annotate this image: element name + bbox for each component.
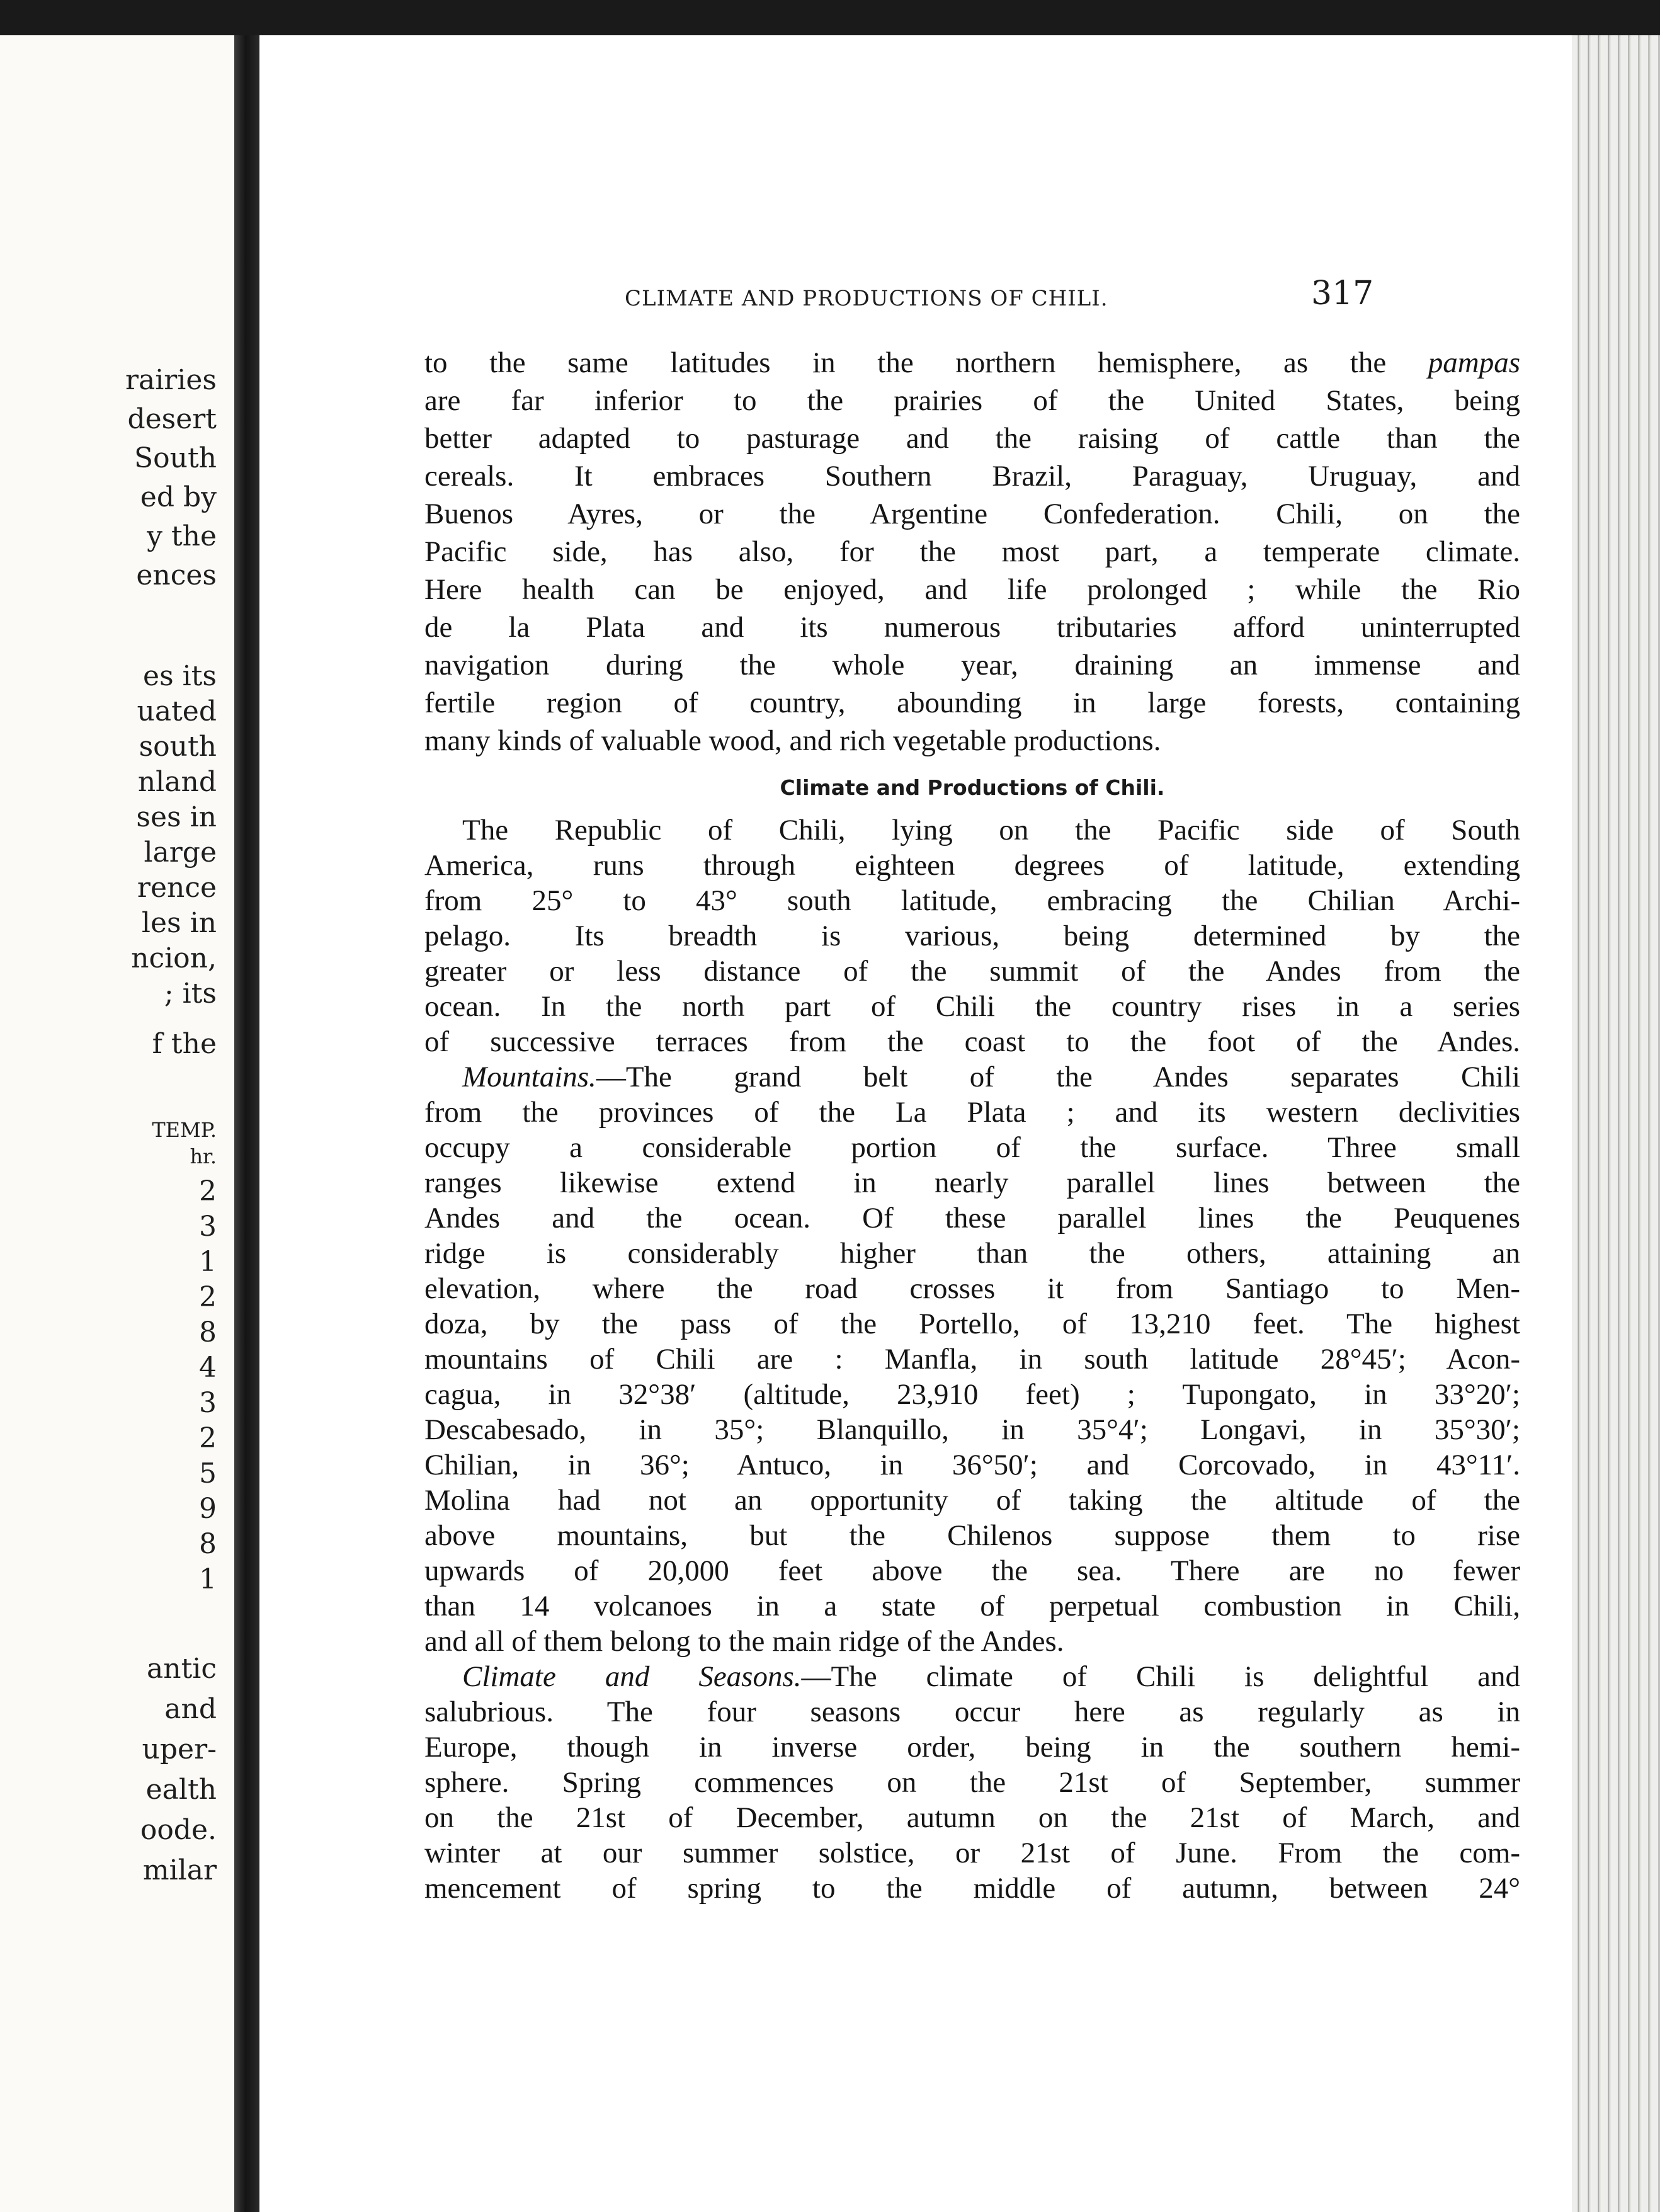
italic-term: pampas: [1428, 346, 1521, 379]
text-line: Andes and the ocean. Of these parallel lines the Peuquenes: [424, 1202, 1520, 1234]
text-line: Molina had not an opportunity of taking the altitude of the: [424, 1484, 1520, 1517]
text-line: Europe, though in inverse order, being in the southern hemi-: [424, 1731, 1520, 1764]
text-line: mountains of Chili are : Manfla, in south latitude 28°45′; Acon-: [424, 1343, 1520, 1376]
left-table-value: 1: [199, 1563, 217, 1595]
text-line: [424, 344, 1520, 382]
left-line-fragment: ses in: [136, 801, 217, 833]
right-page: [259, 35, 1572, 2212]
text-line: than 14 volcanoes in a state of perpetual combustion in Chili,: [424, 1590, 1520, 1622]
text-line: doza, by the pass of the Portello, of 13,210 feet. The highest: [424, 1308, 1520, 1340]
left-page-fragment: [0, 35, 234, 2212]
text-line: elevation, where the road crosses it from Santiago to Men-: [424, 1272, 1520, 1305]
running-head: [423, 275, 1519, 325]
text-line: occupy a considerable portion of the surface. Three small: [424, 1131, 1520, 1164]
text-line: cereals. It embraces Southern Brazil, Paraguay, Uruguay, and: [424, 460, 1520, 493]
left-line-fragment: ; its: [164, 978, 217, 1010]
climate-paragraph: [424, 1659, 1520, 1906]
left-table-value: 8: [199, 1528, 217, 1560]
page-number: 317: [1311, 275, 1374, 312]
left-line-fragment: es its: [143, 660, 217, 692]
text-line: cagua, in 32°38′ (altitude, 23,910 feet) ; Tupongato, in 33°20′;: [424, 1378, 1520, 1411]
text-line: from 25° to 43° south latitude, embracing the Chilian Archi-: [424, 884, 1520, 917]
left-line-fragment: rence: [137, 872, 217, 904]
text-line: The Republic of Chili, lying on the Pacific side of South: [462, 814, 1520, 847]
left-line-fragment: desert: [127, 403, 217, 435]
left-line-fragment: and: [164, 1693, 217, 1725]
text-line: on the 21st of December, autumn on the 21st of March, and: [424, 1801, 1520, 1834]
left-table-value: 9: [199, 1493, 217, 1525]
left-line-fragment: uated: [137, 695, 217, 727]
text-line: ridge is considerably higher than the others, attaining an: [424, 1237, 1520, 1270]
text-line: from the provinces of the La Plata ; and its western declivities: [424, 1096, 1520, 1129]
left-table-header: TEMP.: [152, 1118, 217, 1142]
page-body: [424, 344, 1520, 1906]
book-gutter: [234, 35, 259, 2212]
text-line: [424, 1059, 1520, 1095]
text-line: Here health can be enjoyed, and life prolonged ; while the Rio: [424, 573, 1520, 606]
left-line-fragment: large: [144, 836, 217, 869]
text-line: de la Plata and its numerous tributaries afford uninterrupted: [424, 611, 1520, 644]
left-table-value: 3: [199, 1211, 217, 1243]
left-table-header: hr.: [190, 1144, 217, 1168]
paragraph-label: Mountains.: [462, 1061, 596, 1093]
left-line-fragment: oode.: [140, 1814, 217, 1846]
text-line: Chilian, in 36°; Antuco, in 36°50′; and Corcovado, in 43°11′.: [424, 1449, 1520, 1481]
mountains-paragraph: [424, 1059, 1520, 1659]
text-line: winter at our summer solstice, or 21st of June. From the com-: [424, 1837, 1520, 1869]
text-line: pelago. Its breadth is various, being determined by the: [424, 920, 1520, 952]
paragraph-label: Climate and Seasons.: [462, 1660, 802, 1693]
text-line: ranges likewise extend in nearly parallel lines between the: [424, 1166, 1520, 1199]
left-table-value: 2: [199, 1281, 217, 1313]
text-line: better adapted to pasturage and the raising of cattle than the: [424, 422, 1520, 455]
text-line: upwards of 20,000 feet above the sea. There are no fewer: [424, 1554, 1520, 1587]
text-run: —The grand belt of the Andes separates Chili: [596, 1061, 1520, 1093]
left-table-value: 4: [199, 1352, 217, 1384]
left-line-fragment: milar: [142, 1854, 217, 1886]
left-table-value: 8: [199, 1316, 217, 1348]
text-line: fertile region of country, abounding in large forests, containing: [424, 687, 1520, 719]
left-line-fragment: ealth: [145, 1774, 217, 1806]
left-line-fragment: ncion,: [131, 942, 217, 974]
text-line: [424, 1659, 1520, 1694]
left-line-fragment: South: [134, 442, 217, 474]
section-heading: Climate and Productions of Chili.: [780, 775, 1165, 800]
chili-paragraph: [424, 812, 1520, 1059]
running-head-title: CLIMATE AND PRODUCTIONS OF CHILI.: [625, 286, 1108, 311]
text-line: sphere. Spring commences on the 21st of September, summer: [424, 1766, 1520, 1799]
page-edges: [1572, 35, 1660, 2212]
text-line: ocean. In the north part of Chili the country rises in a series: [424, 990, 1520, 1023]
left-line-fragment: ed by: [140, 481, 217, 513]
text-line: America, runs through eighteen degrees of latitude, extending: [424, 849, 1520, 882]
text-line: navigation during the whole year, draining an immense and: [424, 649, 1520, 681]
text-line: and all of them belong to the main ridge of the Andes.: [424, 1625, 1064, 1658]
left-line-fragment: y the: [147, 520, 217, 552]
text-line: of successive terraces from the coast to the foot of the Andes.: [424, 1025, 1520, 1058]
text-run: —The climate of Chili is delightful and: [801, 1660, 1520, 1693]
left-table-value: 2: [199, 1422, 217, 1454]
left-table-value: 5: [199, 1457, 217, 1490]
text-line: greater or less distance of the summit of the Andes from the: [424, 955, 1520, 988]
text-line: Buenos Ayres, or the Argentine Confederation. Chili, on the: [424, 498, 1520, 530]
text-run: to the same latitudes in the northern hemisphere, as the: [424, 346, 1387, 379]
opening-paragraph: [424, 344, 1520, 760]
text-line: many kinds of valuable wood, and rich vegetable productions.: [424, 724, 1161, 757]
left-line-fragment: rairies: [125, 364, 217, 396]
text-line: are far inferior to the prairies of the United States, being: [424, 384, 1520, 417]
left-table-value: 3: [199, 1387, 217, 1419]
text-line: salubrious. The four seasons occur here as regularly as in: [424, 1696, 1520, 1728]
left-line-fragment: ences: [136, 559, 217, 591]
left-line-fragment: uper-: [142, 1733, 217, 1765]
text-line: Descabesado, in 35°; Blanquillo, in 35°4′; Longavi, in 35°30′;: [424, 1413, 1520, 1446]
left-line-fragment: south: [139, 731, 217, 763]
text-line: above mountains, but the Chilenos suppose them to rise: [424, 1519, 1520, 1552]
left-table-value: 1: [199, 1246, 217, 1278]
text-line: Pacific side, has also, for the most part, a temperate climate.: [424, 535, 1520, 568]
left-line-fragment: nland: [137, 766, 217, 798]
left-table-value: 2: [199, 1175, 217, 1207]
text-line: mencement of spring to the middle of autumn, between 24°: [424, 1872, 1520, 1905]
left-line-fragment: f the: [152, 1028, 217, 1060]
left-line-fragment: antic: [147, 1653, 217, 1685]
left-line-fragment: les in: [141, 907, 217, 939]
